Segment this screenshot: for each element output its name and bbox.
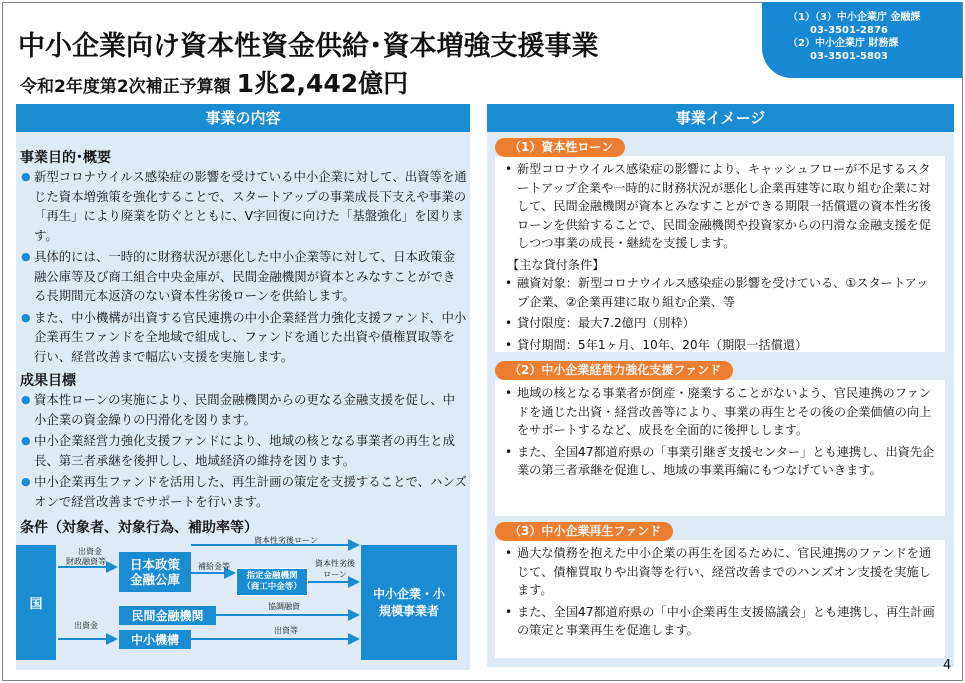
private-bank-box: 民間金融機関	[119, 606, 216, 625]
smrj-box: 中小機構	[119, 630, 191, 649]
country-box: 国	[16, 545, 56, 660]
goal-item: ● 中小企業経営力強化支援ファンドにより、地域の核となる事業者の再生と成長、第三者承継を後押しし、地域経済の維持を図ります。	[21, 431, 467, 470]
purpose-item: ● 新型コロナウイルス感染症の影響を受けている中小企業に対して、出資等を通じた資本増強策を強化することで、スタートアップの事業成長下支えや事業の「再生」により廃業を防ぐとともに、V字回復に向けた「基盤強化」を図ります。	[21, 167, 467, 245]
page-number: 4	[943, 658, 952, 673]
business-content-heading: 事業の内容	[16, 104, 470, 132]
management-fund-item: • また、全国47都道府県の「事業引継ぎ支援センター」とも連携し、出資先企業の第三者承継を促進し、地域の事業再編にもつなげていきます。	[501, 443, 939, 480]
funding-flow-diagram	[16, 536, 465, 670]
goal-title: 成果目標	[20, 373, 76, 389]
budget-line	[20, 64, 408, 100]
capital-loan-item: • 新型コロナウイルス感染症の影響により、キャッシュフローが不足するスタートアップ企業や一時的に財務状況が悪化し企業再建等に取り組む企業に対して、民間金融機関が資本とみなすことができる期限一括償還の資本性劣後ローンを供給することで、民間金融機関や投資家からの円滑な金融支援を促しつつ事業の成長・継続を支援します。	[501, 160, 939, 253]
revitalization-fund-item: • また、全国47都道府県の「中小企業再生支援協議会」とも連携し、再生計画の策定と事業再生を促進します。	[501, 603, 939, 640]
loan-condition-item: • 融資対象：新型コロナウイルス感染症の影響を受けている、①スタートアップ企業、②企業再建に取り組む企業、等	[501, 274, 939, 311]
contact-line-2: （2）中小企業庁 財務課	[788, 38, 899, 49]
business-image-heading: 事業イメージ	[487, 104, 954, 132]
label-invest-bottom: 出資金	[74, 621, 98, 630]
section-management-fund	[495, 380, 945, 516]
budget-label: 令和2年度第2次補正予算額	[20, 77, 231, 97]
management-fund-item: • 地域の核となる事業者が倒産・廃業することがないよう、官民連携のファンドを通じた出資・経営改善等により、事業の再生とその後の企業価値の向上をサポートするなど、成長を全面的に後押しします。	[501, 384, 939, 440]
contact-line-1: （1）（3）中小企業庁 金融課	[788, 12, 921, 23]
section-revitalization-fund	[495, 540, 945, 658]
capital-loan-tag: （1）資本性ローン	[495, 138, 625, 157]
purpose-list	[21, 167, 467, 368]
business-image-panel	[487, 104, 954, 667]
loan-conditions-title: 【主な貸付条件】	[507, 257, 605, 272]
revitalization-fund-item: • 過大な債務を抱えた中小企業の再生を図るために、官民連携のファンドを通じて、債権買取りや出資等を行い、経営改善までのハンズオン支援を実施します。	[501, 544, 939, 600]
contact-phone-2: 03-3501-5803	[810, 51, 888, 62]
label-capital-loan-2: 資本性劣後ローン	[315, 559, 355, 579]
conditions-title: 条件（対象者、対象行為、補助率等）	[20, 520, 258, 536]
shoko-box: 指定金融機関（商工中金等）	[236, 568, 308, 596]
label-investment: 出資等	[274, 626, 298, 635]
purpose-item: ● 具体的には、一時的に財務状況が悪化した中小企業等に対して、日本政策金融公庫等及び商工組合中央金庫が、民間金融機関が資本とみなすことができる長期間元本返済のない資本性劣後ローンを供給します。	[21, 247, 467, 306]
page-title: 中小企業向け資本性資金供給･資本増強支援事業	[18, 31, 599, 62]
label-capital-loan: 資本性劣後ローン	[254, 536, 318, 545]
goal-item: ● 資本性ローンの実施により、民間金融機関からの更なる金融支援を促し、中小企業の資金繰りの円滑化を図ります。	[21, 390, 467, 429]
goal-list	[21, 390, 467, 513]
loan-condition-item: • 貸付限度：最大7.2億円（別枠）	[501, 314, 939, 333]
label-coop-loan: 協調融資	[268, 602, 300, 611]
goal-item: ● 中小企業再生ファンドを活用した、再生計画の策定を支援することで、ハンズオンで経営改善までサポートを行います。	[21, 472, 467, 511]
contact-box	[762, 2, 962, 78]
target-box: 中小企業・小規模事業者	[361, 545, 457, 660]
revitalization-fund-tag: （3）中小企業再生ファンド	[495, 522, 673, 541]
purpose-title: 事業目的･概要	[20, 150, 111, 166]
jfc-box: 日本政策金融公庫	[119, 552, 191, 592]
purpose-item: ● また、中小機構が出資する官民連携の中小企業経営力強化支援ファンド、中小企業再生ファンドを全地域で組成し、ファンドを通じた出資や債権買取等を行い、経営改善まで幅広い支援を実施します。	[21, 308, 467, 367]
label-invest-top: 出資金	[78, 547, 102, 556]
section-capital-loan	[495, 156, 945, 352]
contact-phone-1: 03-3501-2876	[810, 25, 888, 36]
management-fund-tag: （2）中小企業経営力強化支援ファンド	[495, 361, 733, 380]
label-subsidy: 補給金等	[198, 562, 230, 571]
budget-amount: 1兆2,442億円	[236, 69, 409, 98]
loan-condition-item: • 貸付期間：5年1ヶ月、10年、20年（期限一括償還）	[501, 336, 939, 355]
label-fiscal-loan: 財政融資等	[66, 557, 106, 566]
